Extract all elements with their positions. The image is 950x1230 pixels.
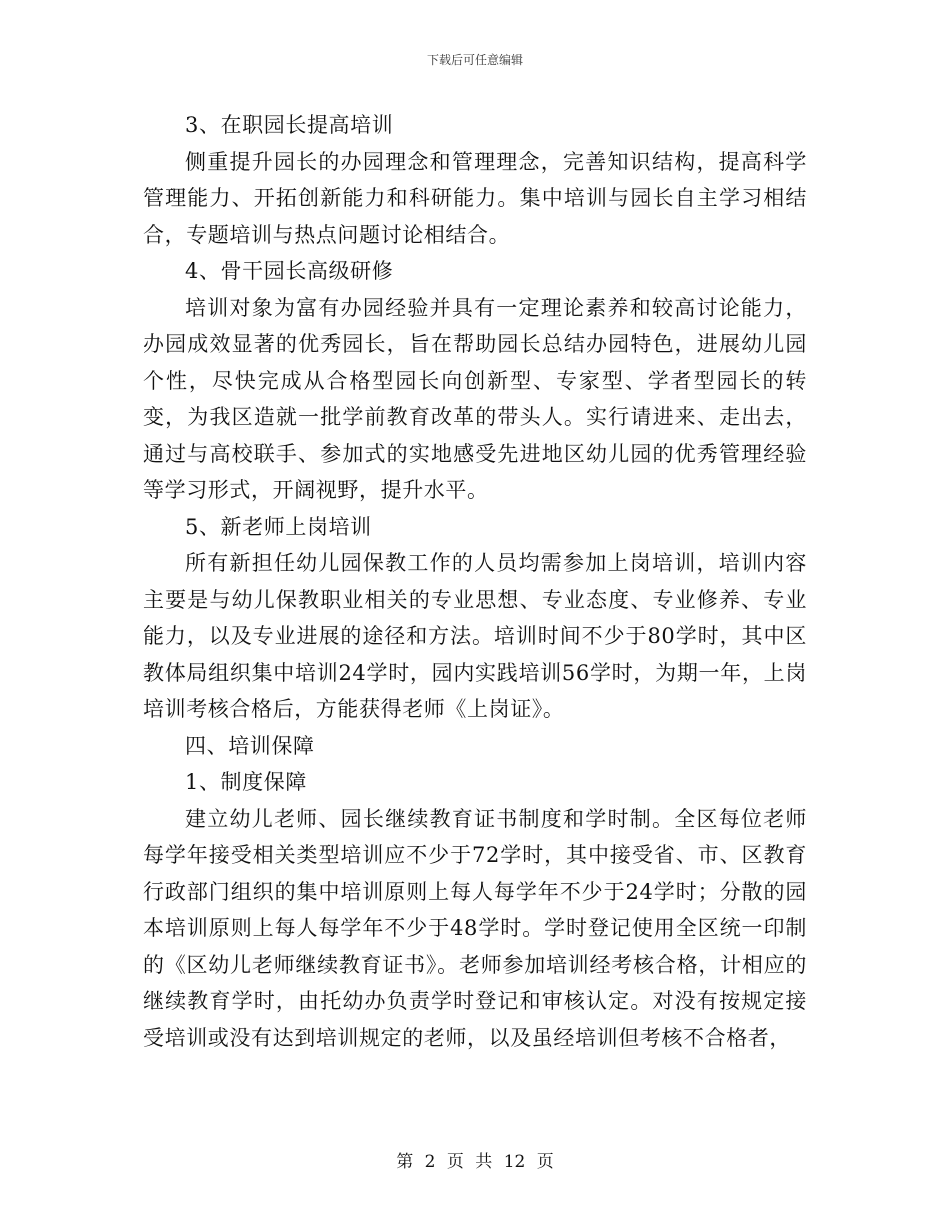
page-header: 下载后可任意编辑 [426, 53, 523, 67]
section-heading: 5、新老师上岗培训 [185, 514, 372, 539]
section-heading: 4、骨干园长高级研修 [185, 259, 394, 283]
section-heading: 3、在职园长提高培训 [185, 113, 394, 137]
section-heading: 四、培训保障 [185, 733, 315, 758]
document-body [143, 107, 807, 1056]
section-heading: 1、制度保障 [185, 770, 307, 794]
body-paragraph: 所有新担任幼儿园保教工作的人员均需参加上岗培训，培训内容主要是与幼儿保教职业相关的专业思想、专业态度、专业修养、专业能力，以及专业进展的途径和方法。培训时间不少于80学时，其中区教体局组织集中培训24学时，园内实践培训56学时，为期一年，上岗培训考核合格后，方能获得老师《上岗证》。 [143, 551, 807, 721]
body-paragraph: 建立幼儿老师、园长继续教育证书制度和学时制。全区每位老师每学年接受相关类型培训应不少于72学时，其中接受省、市、区教育行政部门组织的集中培训原则上每人每学年不少于24学时；分散的园本培训原则上每人每学年不少于48学时。学时登记使用全区统一印制的《区幼儿老师继续教育证书》。老师参加培训经考核合格，计相应的继续教育学时，由托幼办负责学时登记和审核认定。对没有按规定接受培训或没有达到培训规定的老师，以及虽经培训但考核不合格者， [143, 806, 807, 1050]
body-paragraph: 侧重提升园长的办园理念和管理理念，完善知识结构，提高科学管理能力、开拓创新能力和科研能力。集中培训与园长自主学习相结合，专题培训与热点问题讨论相结合。 [143, 149, 807, 247]
body-paragraph: 培训对象为富有办园经验并具有一定理论素养和较高讨论能力，办园成效显著的优秀园长，旨在帮助园长总结办园特色，进展幼儿园个性，尽快完成从合格型园长向创新型、专家型、学者型园长的转变，为我区造就一批学前教育改革的带头人。实行请进来、走出去，通过与高校联手、参加式的实地感受先进地区幼儿园的优秀管理经验等学习形式，开阔视野，提升水平。 [143, 295, 807, 502]
page-footer: 第 2 页 共 12 页 [396, 1152, 554, 1172]
